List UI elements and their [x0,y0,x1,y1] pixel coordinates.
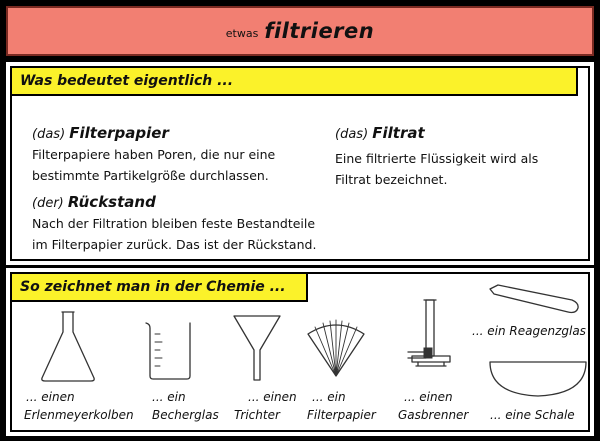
definition-line: im Filterpapier zurück. Das ist der Rückstand. [32,237,317,252]
term-word: Filterpapier [69,124,169,142]
bowl-icon [488,358,588,398]
filter-paper-icon [306,318,366,378]
definition-line: Nach der Filtration bleiben feste Bestandteile [32,216,316,231]
term-article: (das) [335,127,369,142]
definition-rueckstand [32,213,316,255]
definition-line: bestimmte Partikelgröße durchlassen. [32,168,269,183]
term-filterpapier [32,123,169,145]
beaker-icon [144,320,194,380]
definition-filterpapier [32,144,275,186]
definitions-heading: Was bedeutet eigentlich ... [12,68,578,96]
label-filterpapier-line2: Filterpapier [307,408,376,422]
drawings-box [10,272,590,432]
definition-line: Eine filtrierte Flüssigkeit wird als [335,151,539,166]
page-title: filtrieren [264,19,375,43]
label-becherglas-line2: Becherglas [152,408,219,422]
label-reagenzglas: ... ein Reagenzglas [472,324,586,338]
term-article: (der) [32,196,64,211]
term-rueckstand [32,192,156,214]
drawings-heading: So zeichnet man in der Chemie ... [12,274,308,302]
label-schale: ... eine Schale [490,408,575,422]
term-article: (das) [32,127,66,142]
label-erlenmeyer-line1: ... einen [26,390,75,404]
label-erlenmeyer-line2: Erlenmeyerkolben [24,408,134,422]
erlenmeyer-flask-icon [38,310,98,382]
label-gasbrenner-line2: Gasbrenner [398,408,469,422]
term-filtrat [335,123,425,145]
definitions-panel [6,62,594,265]
test-tube-icon [488,282,580,316]
drawings-panel [6,268,594,436]
funnel-icon [232,314,282,382]
title-prefix: etwas [225,26,259,40]
label-filterpapier-line1: ... ein [312,390,346,404]
definition-line: Filtrat bezeichnet. [335,172,448,187]
label-trichter-line2: Trichter [234,408,280,422]
gas-burner-icon [406,296,462,378]
label-becherglas-line1: ... ein [152,390,186,404]
term-word: Rückstand [67,193,156,211]
label-trichter-line1: ... einen [248,390,297,404]
definitions-box [10,66,590,261]
definition-filtrat [335,148,538,190]
label-gasbrenner-line1: ... einen [404,390,453,404]
title-bar [6,6,594,56]
term-word: Filtrat [372,124,425,142]
definition-line: Filterpapiere haben Poren, die nur eine [32,147,276,162]
